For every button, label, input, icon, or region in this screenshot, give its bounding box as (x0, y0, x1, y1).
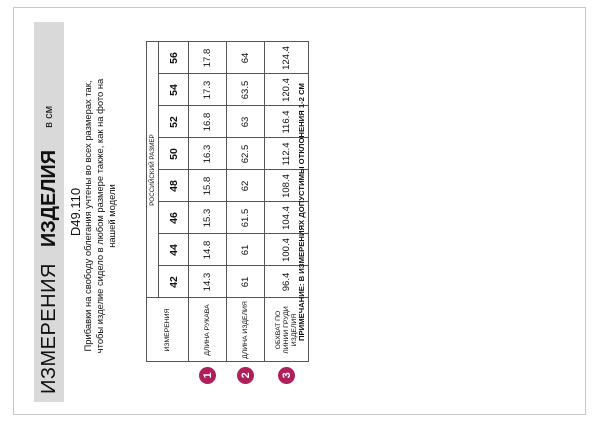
russian-size-header: РОССИЙСКИЙ РАЗМЕР (147, 42, 159, 298)
value-cell: 62 (227, 170, 265, 202)
value-cell: 96.4 (265, 266, 309, 298)
title-garment: ИЗДЕЛИЯ (37, 149, 60, 248)
value-cell: 100.4 (265, 234, 309, 266)
measurements-header: ИЗМЕРЕНИЯ (147, 298, 189, 362)
value-cell: 104.4 (265, 202, 309, 234)
header-row (147, 42, 159, 388)
rotated-page (14, 8, 587, 416)
value-cell: 16.8 (189, 106, 227, 138)
fit-note: Прибавки на свободу облегания учтены во всех размерах так, чтобы изделие сидело в любом размере также, как на фото на нашей модели (82, 78, 117, 354)
value-cell: 16.3 (189, 138, 227, 170)
value-cell: 15.3 (189, 202, 227, 234)
row-number-badge: 3 (278, 367, 295, 384)
model-code: D49.110 (68, 187, 83, 237)
value-cell: 15.8 (189, 170, 227, 202)
table-row (189, 42, 227, 388)
size-cell: 48 (159, 170, 189, 202)
value-cell: 61.5 (227, 202, 265, 234)
page-frame (13, 7, 586, 415)
size-cell: 56 (159, 42, 189, 74)
row-label: ДЛИНА ИЗДЕЛИЯ (227, 298, 265, 362)
value-cell: 63 (227, 106, 265, 138)
table-row (227, 42, 265, 388)
size-cell: 50 (159, 138, 189, 170)
value-cell: 14.8 (189, 234, 227, 266)
value-cell: 112.4 (265, 138, 309, 170)
row-label: ОБХВАТ ПО ЛИНИИ ГРУДИ ИЗДЕЛИЯ (265, 298, 309, 362)
size-cell: 46 (159, 202, 189, 234)
row-number-badge: 1 (199, 367, 216, 384)
value-cell: 124.4 (265, 42, 309, 74)
value-cell: 63.5 (227, 74, 265, 106)
value-cell: 61 (227, 266, 265, 298)
size-cell: 52 (159, 106, 189, 138)
badge-header-spacer (147, 362, 189, 388)
row-label: ДЛИНА РУКАВА (189, 298, 227, 362)
row-number-cell (227, 362, 265, 388)
value-cell: 62.5 (227, 138, 265, 170)
value-cell: 108.4 (265, 170, 309, 202)
value-cell: 61 (227, 234, 265, 266)
title-band (34, 22, 64, 402)
value-cell: 17.8 (189, 42, 227, 74)
title-measurements: ИЗМЕРЕНИЯ (37, 263, 60, 394)
row-number-badge: 2 (237, 367, 254, 384)
value-cell: 64 (227, 42, 265, 74)
size-cell: 44 (159, 234, 189, 266)
value-cell: 14.3 (189, 266, 227, 298)
deviation-note: ПРИМЕЧАНИЕ: В ИЗМЕРЕНИЯХ ДОПУСТИМЫ ОТКЛОНЕНИЯ 1-2 СМ (297, 83, 306, 341)
size-cell: 42 (159, 266, 189, 298)
value-cell: 116.4 (265, 106, 309, 138)
value-cell: 120.4 (265, 74, 309, 106)
size-cell: 54 (159, 74, 189, 106)
size-table (146, 42, 309, 389)
value-cell: 17.3 (189, 74, 227, 106)
row-number-cell (189, 362, 227, 388)
unit-label: в см (43, 105, 55, 128)
